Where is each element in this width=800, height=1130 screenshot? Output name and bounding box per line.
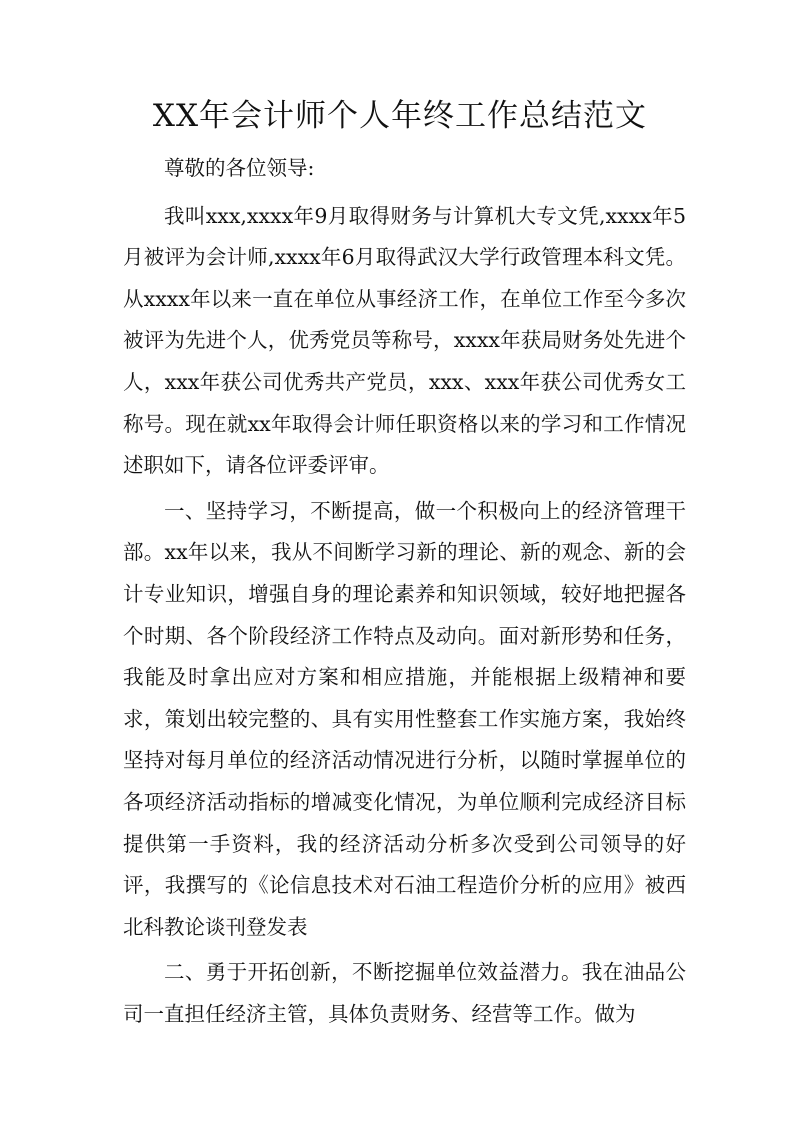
paragraph-intro: 我叫xxx,xxxx年9月取得财务与计算机大专文凭,xxxx年5月被评为会计师,xxxx年6月取得武汉大学行政管理本科文凭。从xxxx年以来一直在单位从事经济工作，在单位工作至今多次被评为先进个人，优秀党员等称号，xxxx年获局财务处先进个人，xxx年获公司优秀共产党员，xxx、xxx年获公司优秀女工称号。现在就xx年取得会计师任职资格以来的学习和工作情况述职如下，请各位评委评审。 xyxy=(123,203,686,478)
paragraph-section-one: 一、坚持学习，不断提高，做一个积极向上的经济管理干部。xx年以来，我从不间断学习新的理论、新的观念、新的会计专业知识，增强自身的理论素养和知识领域，较好地把握各个时期、各个阶段经济工作特点及动向。面对新形势和任务，我能及时拿出应对方案和相应措施，并能根据上级精神和要求，策划出较完整的、具有实用性整套工作实施方案，我始终坚持对每月单位的经济活动情况进行分析，以随时掌握单位的各项经济活动指标的增减变化情况，为单位顺利完成经济目标提供第一手资料，我的经济活动分析多次受到公司领导的好评，我撰写的《论信息技术对石油工程造价分析的应用》被西北科教论谈刊登发表 xyxy=(123,498,686,939)
salutation: 尊敬的各位领导: xyxy=(164,156,315,180)
document-title: XX年会计师个人年终工作总结范文 xyxy=(152,98,648,134)
document-body xyxy=(123,148,686,1035)
paragraph-section-two: 二、勇于开拓创新，不断挖掘单位效益潜力。我在油品公司一直担任经济主管，具体负责财务、经营等工作。做为 xyxy=(123,960,686,1026)
